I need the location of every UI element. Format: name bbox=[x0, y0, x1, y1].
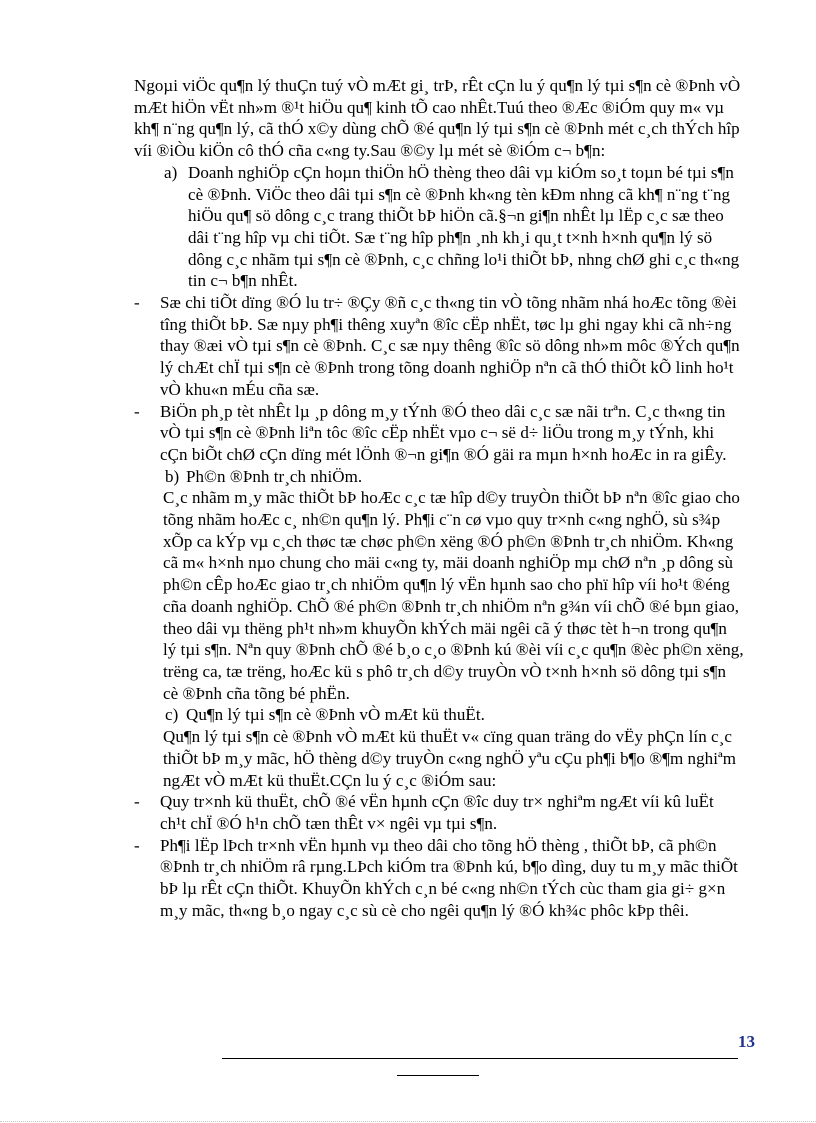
bullet-item bbox=[134, 401, 744, 466]
bullet-item bbox=[134, 292, 744, 401]
technical-paragraph: Qu¶n lý tµi s¶n cè ®Þnh vÒ mÆt kü thuËt v« cïng quan träng do vËy phÇn lín c¸c thiÕt bÞ m¸y mãc, hÖ thèng d©y truyÒn c«ng nghÖ yªu cÇu ph¶i b¶o ®¶m nghiªm ngÆt vÒ mÆt kü thuËt.CÇn lu ý c¸c ®iÓm sau: bbox=[163, 727, 736, 790]
bullet-dash: - bbox=[134, 293, 140, 313]
responsibility-paragraph: C¸c nhãm m¸y mãc thiÕt bÞ hoÆc c¸c tæ hîp d©y truyÒn thiÕt bÞ nªn ®îc giao cho tõng nhãm hoÆc c¸ nh©n qu¶n lý. Ph¶i c¨n cø vµo quy tr×nh c«ng nghÖ, sù s¾p xÕp ca kÝp vµ c¸ch thøc tæ chøc ph©n xëng ®Ó ph©n ®Þnh tr¸ch nhiÖm. Kh«ng cã m« h×nh nµo chung cho mäi c«ng ty, mäi doanh nghiÖp mµ chØ nªn ¸p dông sù ph©n cÊp hoÆc giao tr¸ch nhiÖm qu¶n lý vËn hµnh sao cho phï hîp víi ho¹t ®éng cña doanh nghiÖp. ChÕ ®é ph©n ®Þnh tr¸ch nhiÖm nªn g¾n víi chÕ ®é bµn giao, theo dâi vµ thëng ph¹t nh»m khuyÕn khÝch mäi ngêi cã ý thøc tèt h¬n trong qu¶n lý tµi s¶n. Nªn quy ®Þnh chÕ ®é b¸o c¸o ®Þnh kú ®èi víi c¸c qu¶n ®èc ph©n xëng, trëng ca, tæ trëng, hoÆc kü s phô tr¸ch d©y truyÒn vÒ t×nh h×nh sö dông tµi s¶n cè ®Þnh cña tõng bé phËn. bbox=[163, 488, 744, 703]
bullet-dash: - bbox=[134, 401, 140, 421]
page-number: 13 bbox=[738, 1032, 755, 1051]
list-item-c bbox=[134, 704, 744, 726]
bullet-item bbox=[134, 791, 744, 834]
bullet-text: Quy tr×nh kü thuËt, chÕ ®é vËn hµnh cÇn ®îc duy tr× nghiªm ngÆt víi kû luËt ch¹t chÏ ®Ó h¹n chÕ tæn thÊt v× ngêi vµ tµi s¶n. bbox=[160, 792, 714, 833]
bullet-text: Sæ chi tiÕt dïng ®Ó lu tr÷ ®Çy ®ñ c¸c th«ng tin vÒ tõng nhãm nhá hoÆc tõng ®èi tîng thiÕt bÞ. Sæ nµy ph¶i thêng xuyªn ®îc cËp nhËt, tøc lµ ghi ngay khi cã nh÷ng thay ®æi vÒ tµi s¶n cè ®Þnh. C¸c sæ nµy thêng ®îc sö dông nh»m môc ®Ých qu¶n lý chÆt chÏ tµi s¶n cè ®Þnh trong tõng doanh nghiÖp nªn cã thÓ thiÕt kÕ linh ho¹t vÒ khu«n mÉu cña sæ. bbox=[160, 293, 740, 399]
item-label: c) bbox=[165, 705, 179, 725]
item-label: a) bbox=[164, 162, 178, 182]
bullet-item bbox=[134, 835, 744, 922]
footer-rule-short bbox=[397, 1075, 479, 1076]
bullet-text: Ph¶i lËp lÞch tr×nh vËn hµnh vµ theo dâi cho tõng hÖ thèng , thiÕt bÞ, cã ph©n ®Þnh tr¸ch nhiÖm râ rµng.LÞch kiÓm tra ®Þnh kú, b¶o dìng, duy tu m¸y mãc thiÕt bÞ lµ rÊt cÇn thiÕt. KhuyÕn khÝch c¸n bé c«ng nh©n tÝch cùc tham gia gi÷ g×n m¸y mãc, th«ng b¸o ngay c¸c sù cè cho ngêi qu¶n lý ®Ó kh¾c phôc kÞp thêi. bbox=[160, 835, 738, 920]
section-heading: Qu¶n lý tµi s¶n cè ®Þnh vÒ mÆt kü thuËt. bbox=[186, 705, 485, 725]
footer-rule bbox=[222, 1058, 738, 1059]
bullet-text: BiÖn ph¸p tèt nhÊt lµ ¸p dông m¸y tÝnh ®Ó theo dâi c¸c sæ nãi trªn. C¸c th«ng tin vÒ tµi s¶n cè ®Þnh liªn tôc ®îc cËp nhËt vµo c¬ së d÷ liÖu trong m¸y tÝnh, khi cÇn biÕt chØ cÇn dïng mét lÖnh ®¬n gi¶n ®Ó gäi ra mµn h×nh hoÆc in ra giÊy. bbox=[160, 401, 727, 464]
item-text: Doanh nghiÖp cÇn hoµn thiÖn hÖ thèng theo dâi vµ kiÓm so¸t toµn bé tµi s¶n cè ®Þnh. ViÖc theo dâi tµi s¶n cè ®Þnh kh«ng tèn kÐm nhng cã kh¶ n¨ng t¨ng hiÖu qu¶ sö dông c¸c trang thiÕt bÞ hiÖn cã.§¬n gi¶n nhÊt lµ lËp c¸c sæ theo dâi t¨ng hîp vµ chi tiÕt. Sæ t¨ng hîp ph¶n ¸nh kh¸i qu¸t t×nh h×nh qu¶n lý sö dông c¸c nhãm tµi s¶n cè ®Þnh, c¸c chñng lo¹i thiÕt bÞ, nhng chØ ghi c¸c th«ng tin c¬ b¶n nhÊt. bbox=[188, 162, 740, 291]
list-item-b bbox=[134, 466, 744, 488]
bullet-dash: - bbox=[134, 792, 140, 812]
page-break-line bbox=[0, 1121, 816, 1122]
list-item-a bbox=[134, 162, 744, 292]
item-label: b) bbox=[165, 466, 180, 486]
intro-paragraph: Ngoµi viÖc qu¶n lý thuÇn tuý vÒ mÆt gi¸ trÞ, rÊt cÇn lu ý qu¶n lý tµi s¶n cè ®Þnh vÒ mÆt hiÖn vËt nh»m ®¹t hiÖu qu¶ kinh tÕ cao nhÊt.Tuú theo ®Æc ®iÓm quy m« vµ kh¶ n¨ng qu¶n lý, cã thÓ x©y dùng chÕ ®é qu¶n lý tµi s¶n cè ®Þnh mét c¸ch thÝch hîp víi ®iÒu kiÖn cô thÓ cña c«ng ty.Sau ®©y lµ mét sè ®iÓm c¬ b¶n: bbox=[134, 76, 741, 161]
body-text bbox=[134, 75, 744, 921]
bullet-dash: - bbox=[134, 835, 140, 855]
section-heading: Ph©n ®Þnh tr¸ch nhiÖm. bbox=[186, 466, 363, 486]
